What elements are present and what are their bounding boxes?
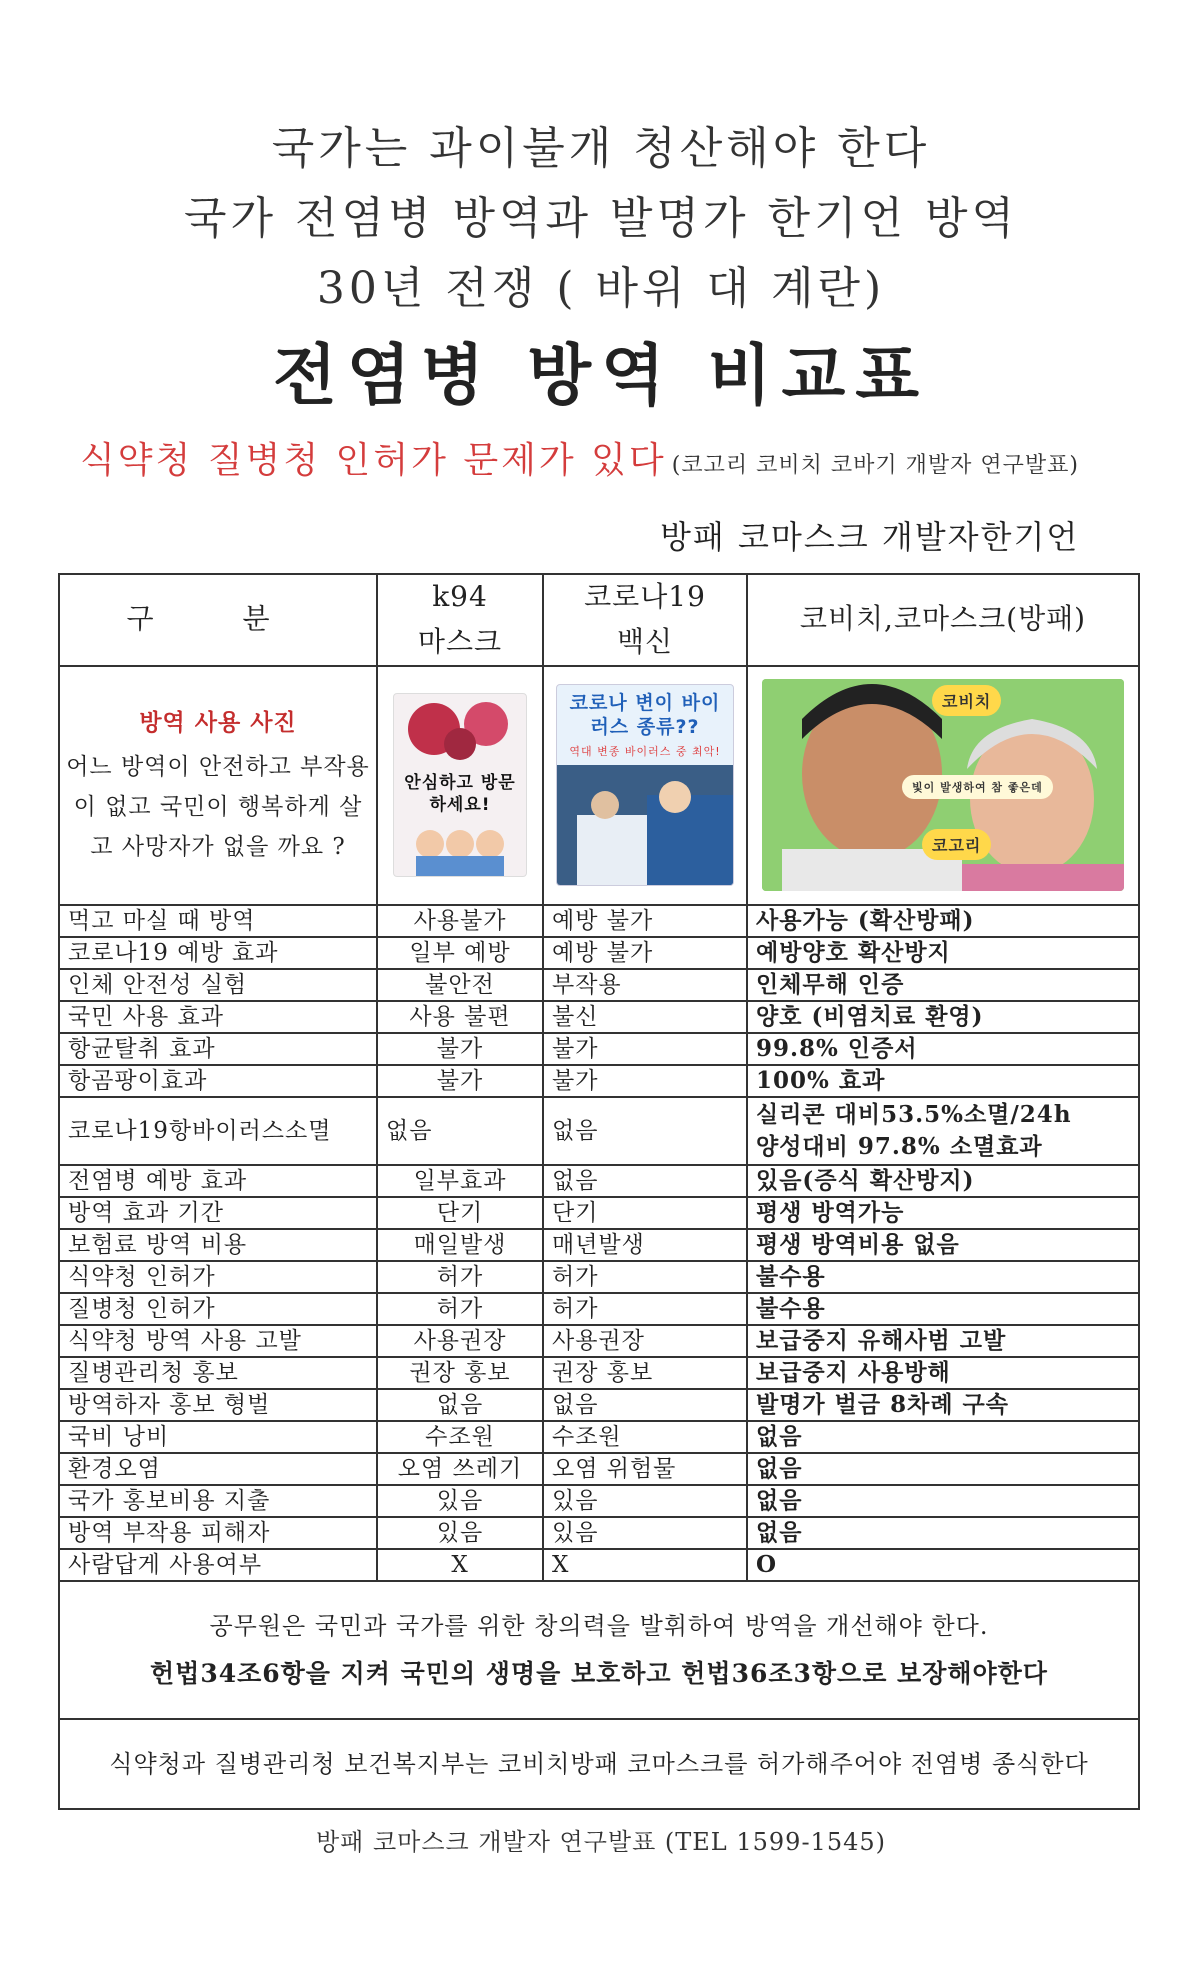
- table-row: [59, 1549, 1139, 1581]
- virus-row: [59, 1097, 1139, 1165]
- title-line-3: 30년 전쟁 ( 바위 대 계란): [316, 263, 886, 314]
- table-cell-c3: 허가: [543, 1293, 747, 1325]
- mask-photo-cell: [377, 666, 543, 905]
- table-cell-c2: 있음: [377, 1485, 543, 1517]
- table-cell-c3: 매년발생: [543, 1229, 747, 1261]
- table-cell-c1: 방역 효과 기간: [59, 1197, 377, 1229]
- table-cell-c1: 국가 홍보비용 지출: [59, 1485, 377, 1517]
- vaccination-illustration-icon: [557, 765, 733, 885]
- subtitle-red: 식약청 질병청 인허가 문제가 있다: [80, 440, 667, 481]
- table-row: [59, 969, 1139, 1001]
- mask-poster-image: [393, 693, 527, 877]
- header-category: 구 분: [59, 574, 377, 666]
- table-row: [59, 1389, 1139, 1421]
- table-cell-c1: 국민 사용 효과: [59, 1001, 377, 1033]
- table-row: [59, 1453, 1139, 1485]
- table-cell-c2: 없음: [377, 1389, 543, 1421]
- table-cell-c1: 식약청 인허가: [59, 1261, 377, 1293]
- subtitle-small: (코고리 코비치 코바기 개발자 연구발표): [671, 453, 1079, 478]
- table-cell-c4: 99.8% 인증서: [747, 1033, 1139, 1065]
- table-cell-c1: 환경오염: [59, 1453, 377, 1485]
- couple-photo-image: [762, 679, 1124, 891]
- table-row: [59, 1197, 1139, 1229]
- virus-row-c4-line1: 실리콘 대비53.5%소멸/24h: [756, 1100, 1072, 1128]
- table-cell-c3: 사용권장: [543, 1325, 747, 1357]
- table-row: [59, 1517, 1139, 1549]
- table-cell-c4: 100% 효과: [747, 1065, 1139, 1097]
- table-cell-c3: 없음: [543, 1165, 747, 1197]
- table-cell-c2: 사용불가: [377, 905, 543, 937]
- table-cell-c2: 불가: [377, 1033, 543, 1065]
- photo-row: [59, 666, 1139, 905]
- table-row: [59, 1485, 1139, 1517]
- comparison-rows-group-2: [59, 1165, 1139, 1581]
- table-cell-c2: 일부효과: [377, 1165, 543, 1197]
- table-cell-c3: 오염 위험물: [543, 1453, 747, 1485]
- title-line-2: 국가 전염병 방역과 발명가 한기언 방역: [184, 193, 1018, 244]
- table-cell-c3: 허가: [543, 1261, 747, 1293]
- table-cell-c1: 전염병 예방 효과: [59, 1165, 377, 1197]
- table-cell-c2: 수조원: [377, 1421, 543, 1453]
- table-cell-c2: 매일발생: [377, 1229, 543, 1261]
- virus-row-c4: [747, 1097, 1139, 1165]
- comparison-table: [58, 573, 1140, 1810]
- table-cell-c4: 보급중지 유해사범 고발: [747, 1325, 1139, 1357]
- table-cell-c1: 식약청 방역 사용 고발: [59, 1325, 377, 1357]
- table-cell-c4: 인체무해 인증: [747, 969, 1139, 1001]
- table-cell-c2: 허가: [377, 1293, 543, 1325]
- header-mask-line1: k94: [432, 580, 488, 613]
- footer: 방패 코마스크 개발자 연구발표 (TEL 1599-1545): [316, 1828, 886, 1856]
- note-2: 헌법34조6항을 지켜 국민의 생명을 보호하고 헌법36조3항으로 보장해야한다: [150, 1658, 1048, 1688]
- table-row: [59, 1325, 1139, 1357]
- header-vaccine-line1: 코로나19: [584, 580, 706, 613]
- table-cell-c2: 오염 쓰레기: [377, 1453, 543, 1485]
- table-cell-c4: 없음: [747, 1453, 1139, 1485]
- table-row: [59, 1293, 1139, 1325]
- title-line-1: 국가는 과이불개 청산해야 한다: [271, 123, 931, 174]
- table-cell-c3: X: [543, 1549, 747, 1581]
- table-cell-c3: 예방 불가: [543, 937, 747, 969]
- table-cell-c1: 국비 낭비: [59, 1421, 377, 1453]
- bubble-light: 빛이 발생하여 참 좋은데: [902, 775, 1053, 799]
- table-cell-c3: 있음: [543, 1517, 747, 1549]
- table-cell-c2: 권장 홍보: [377, 1357, 543, 1389]
- table-cell-c4: 없음: [747, 1421, 1139, 1453]
- bubble-kobichi: 코비치: [932, 685, 1001, 716]
- table-cell-c4: 평생 방역가능: [747, 1197, 1139, 1229]
- table-row: [59, 905, 1139, 937]
- table-cell-c2: X: [377, 1549, 543, 1581]
- table-cell-c2: 불안전: [377, 969, 543, 1001]
- table-cell-c1: 질병청 인허가: [59, 1293, 377, 1325]
- table-cell-c4: 불수용: [747, 1293, 1139, 1325]
- comparison-table-wrap: [58, 573, 1138, 1810]
- table-cell-c3: 수조원: [543, 1421, 747, 1453]
- table-cell-c4: 불수용: [747, 1261, 1139, 1293]
- header-vaccine: [543, 574, 747, 666]
- developer-label: 방패 코마스크 개발자한기언: [660, 518, 1080, 556]
- table-cell-c2: 사용 불편: [377, 1001, 543, 1033]
- virus-row-c4-line2: 양성대비 97.8% 소멸효과: [756, 1132, 1043, 1160]
- table-cell-c3: 예방 불가: [543, 905, 747, 937]
- table-row: [59, 1229, 1139, 1261]
- table-cell-c3: 불신: [543, 1001, 747, 1033]
- table-cell-c4: 없음: [747, 1517, 1139, 1549]
- table-cell-c2: 일부 예방: [377, 937, 543, 969]
- table-cell-c2: 단기: [377, 1197, 543, 1229]
- table-cell-c4: 있음(증식 확산방지): [747, 1165, 1139, 1197]
- table-cell-c3: 단기: [543, 1197, 747, 1229]
- table-cell-c4: 보급중지 사용방해: [747, 1357, 1139, 1389]
- table-cell-c3: 부작용: [543, 969, 747, 1001]
- photo-row-label-cell: [59, 666, 377, 905]
- note-cell-3: 식약청과 질병관리청 보건복지부는 코비치방패 코마스크를 허가해주어야 전염병 종식한다: [59, 1719, 1139, 1809]
- table-cell-c1: 방역 부작용 피해자: [59, 1517, 377, 1549]
- virus-row-c3: 없음: [543, 1097, 747, 1165]
- vaccine-photo-cell: [543, 666, 747, 905]
- bubble-kogori: 코고리: [922, 829, 991, 860]
- table-cell-c1: 항곰팡이효과: [59, 1065, 377, 1097]
- table-cell-c1: 질병관리청 홍보: [59, 1357, 377, 1389]
- note-cell-1: [59, 1581, 1139, 1719]
- table-cell-c3: 있음: [543, 1485, 747, 1517]
- table-cell-c4: 발명가 벌금 8차례 구속: [747, 1389, 1139, 1421]
- table-cell-c4: 예방양호 확산방지: [747, 937, 1139, 969]
- subtitle: [80, 432, 1140, 483]
- table-row: [59, 1001, 1139, 1033]
- table-cell-c2: 사용권장: [377, 1325, 543, 1357]
- table-cell-c1: 인체 안전성 실험: [59, 969, 377, 1001]
- vaccine-poster-image: [556, 684, 734, 886]
- header-row: [59, 574, 1139, 666]
- table-cell-c4: 사용가능 (확산방패): [747, 905, 1139, 937]
- vaccine-poster-title: 코로나 변이 바이러스 종류??: [569, 692, 721, 739]
- photo-row-question: 어느 방역이 안전하고 부작용이 없고 국민이 행복하게 살고 사망자가 없을 까요 ?: [66, 753, 370, 860]
- table-cell-c4: 양호 (비염치료 환영): [747, 1001, 1139, 1033]
- main-title: 전염병 방역 비교표: [272, 336, 929, 414]
- table-cell-c1: 사람답게 사용여부: [59, 1549, 377, 1581]
- table-cell-c1: 코로나19 예방 효과: [59, 937, 377, 969]
- table-cell-c1: 방역하자 홍보 형벌: [59, 1389, 377, 1421]
- header-kobichi: 코비치,코마스크(방패): [747, 574, 1139, 666]
- table-cell-c3: 없음: [543, 1389, 747, 1421]
- kobichi-photo-cell: [747, 666, 1139, 905]
- comparison-rows-group-1: [59, 905, 1139, 1097]
- table-row: [59, 1357, 1139, 1389]
- table-cell-c2: 있음: [377, 1517, 543, 1549]
- table-row: [59, 1033, 1139, 1065]
- table-cell-c4: 없음: [747, 1485, 1139, 1517]
- mask-poster-text: 안심하고 방문하세요!: [404, 773, 516, 816]
- table-cell-c4: O: [747, 1549, 1139, 1581]
- table-row: [59, 1065, 1139, 1097]
- table-cell-c3: 불가: [543, 1033, 747, 1065]
- note-row-1: [59, 1581, 1139, 1719]
- header-vaccine-line2: 백신: [616, 624, 674, 658]
- table-row: [59, 1261, 1139, 1293]
- table-cell-c3: 권장 홍보: [543, 1357, 747, 1389]
- header-mask: [377, 574, 543, 666]
- table-row: [59, 937, 1139, 969]
- table-row: [59, 1421, 1139, 1453]
- vaccine-poster-sub: 역대 변종 바이러스 중 최악!: [569, 745, 721, 759]
- table-cell-c3: 불가: [543, 1065, 747, 1097]
- note-row-2: [59, 1719, 1139, 1809]
- virus-row-c1: 코로나19항바이러스소멸: [59, 1097, 377, 1165]
- table-cell-c2: 허가: [377, 1261, 543, 1293]
- table-cell-c2: 불가: [377, 1065, 543, 1097]
- header-mask-line2: 마스크: [417, 624, 503, 658]
- table-cell-c1: 먹고 마실 때 방역: [59, 905, 377, 937]
- table-row: [59, 1165, 1139, 1197]
- table-cell-c4: 평생 방역비용 없음: [747, 1229, 1139, 1261]
- table-cell-c1: 보험료 방역 비용: [59, 1229, 377, 1261]
- note-1: 공무원은 국민과 국가를 위한 창의력을 발휘하여 방역을 개선해야 한다.: [209, 1611, 989, 1640]
- virus-row-c2: 없음: [377, 1097, 543, 1165]
- table-cell-c1: 항균탈취 효과: [59, 1033, 377, 1065]
- photo-row-label: 방역 사용 사진: [139, 708, 297, 736]
